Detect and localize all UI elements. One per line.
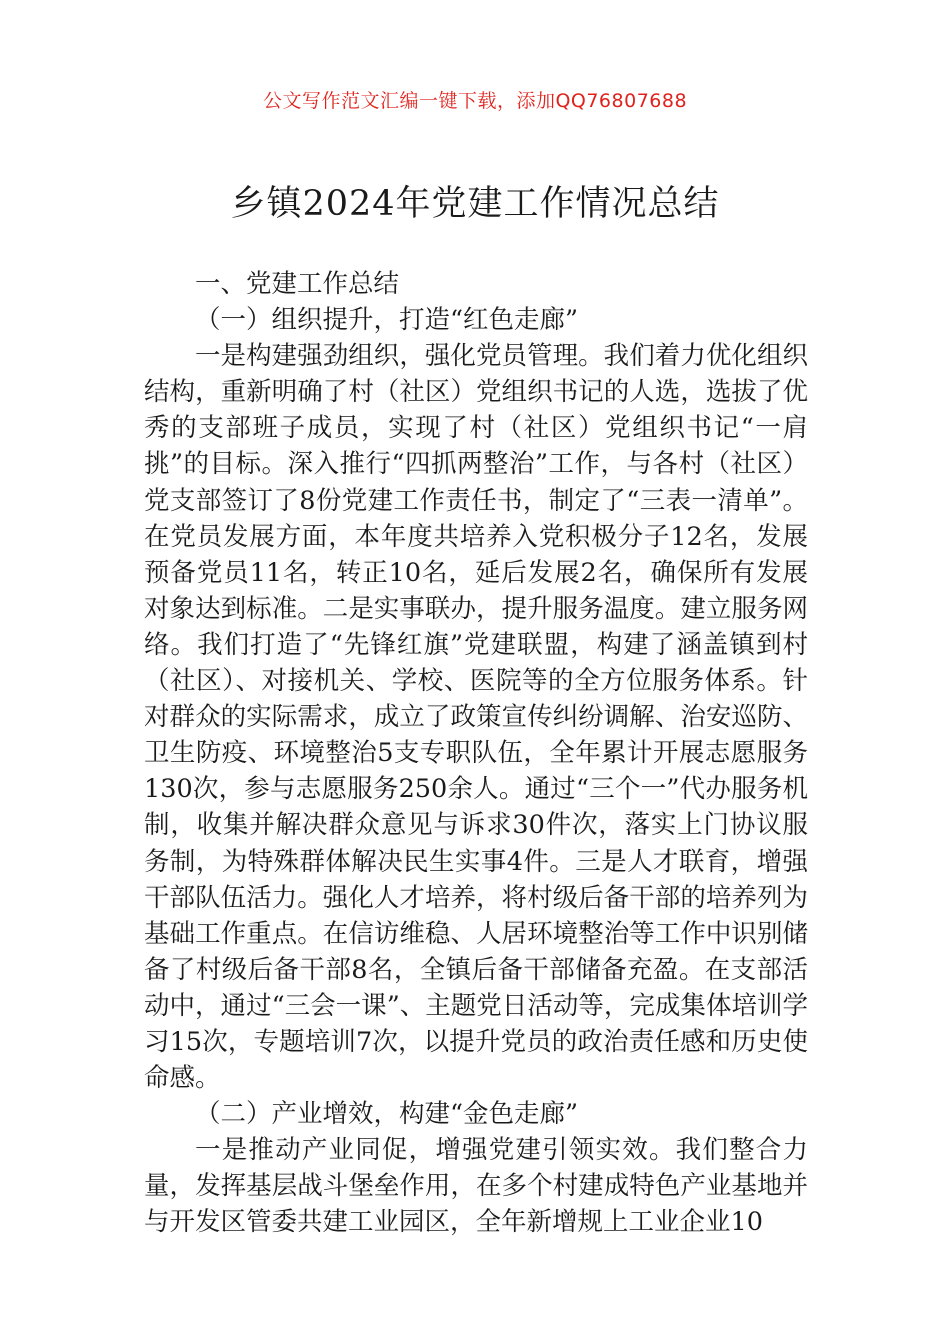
download-banner: 公文写作范文汇编一键下载，添加QQ76807688 [262, 90, 688, 112]
subsection-heading: （二）产业增效，构建“金色走廊” [195, 1099, 579, 1130]
body-paragraph: 一是构建强劲组织，强化党员管理。我们着力优化组织结构，重新明确了村（社区）党组织书记的人选，选拔了优秀的支部班子成员，实现了村（社区）党组织书记“一肩挑”的目标。深入推行“四抓两整治”工作，与各村（社区）党支部签订了8份党建工作责任书，制定了“三表一清单”。在党员发展方面，本年度共培养入党积极分子12名，发展预备党员11名，转正10名，延后发展2名，确保所有发展对象达到标准。二是实事联办，提升服务温度。建立服务网络。我们打造了“先锋红旗”党建联盟，构建了涵盖镇到村（社区）、对接机关、学校、医院等的全方位服务体系。针对群众的实际需求，成立了政策宣传纠纷调解、治安巡防、卫生防疫、环境整治5支专职队伍，全年累计开展志愿服务130次，参与志愿服务250余人。通过“三个一”代办服务机制，收集并解决群众意见与诉求30件次，落实上门协议服务制，为特殊群体解决民生实事4件。三是人才联育，增强干部队伍活力。强化人才培养，将村级后备干部的培养列为基础工作重点。在信访维稳、人居环境整治等工作中识别储备了村级后备干部8名，全镇后备干部储备充盈。在支部活动中，通过“三会一课”、主题党日活动等，完成集体培训学习15次，专题培训7次，以提升党员的政治责任感和历史使命感。 [144, 341, 808, 1094]
body-paragraph: 一是推动产业同促，增强党建引领实效。我们整合力量，发挥基层战斗堡垒作用，在多个村建成特色产业基地并与开发区管委共建工业园区，全年新增规上工业企业10 [144, 1135, 808, 1238]
document-body [144, 266, 808, 1241]
document-title: 乡镇2024年党建工作情况总结 [230, 184, 720, 224]
subsection-heading: （一）组织提升，打造“红色走廊” [195, 305, 579, 336]
section-heading: 一、党建工作总结 [195, 269, 400, 299]
